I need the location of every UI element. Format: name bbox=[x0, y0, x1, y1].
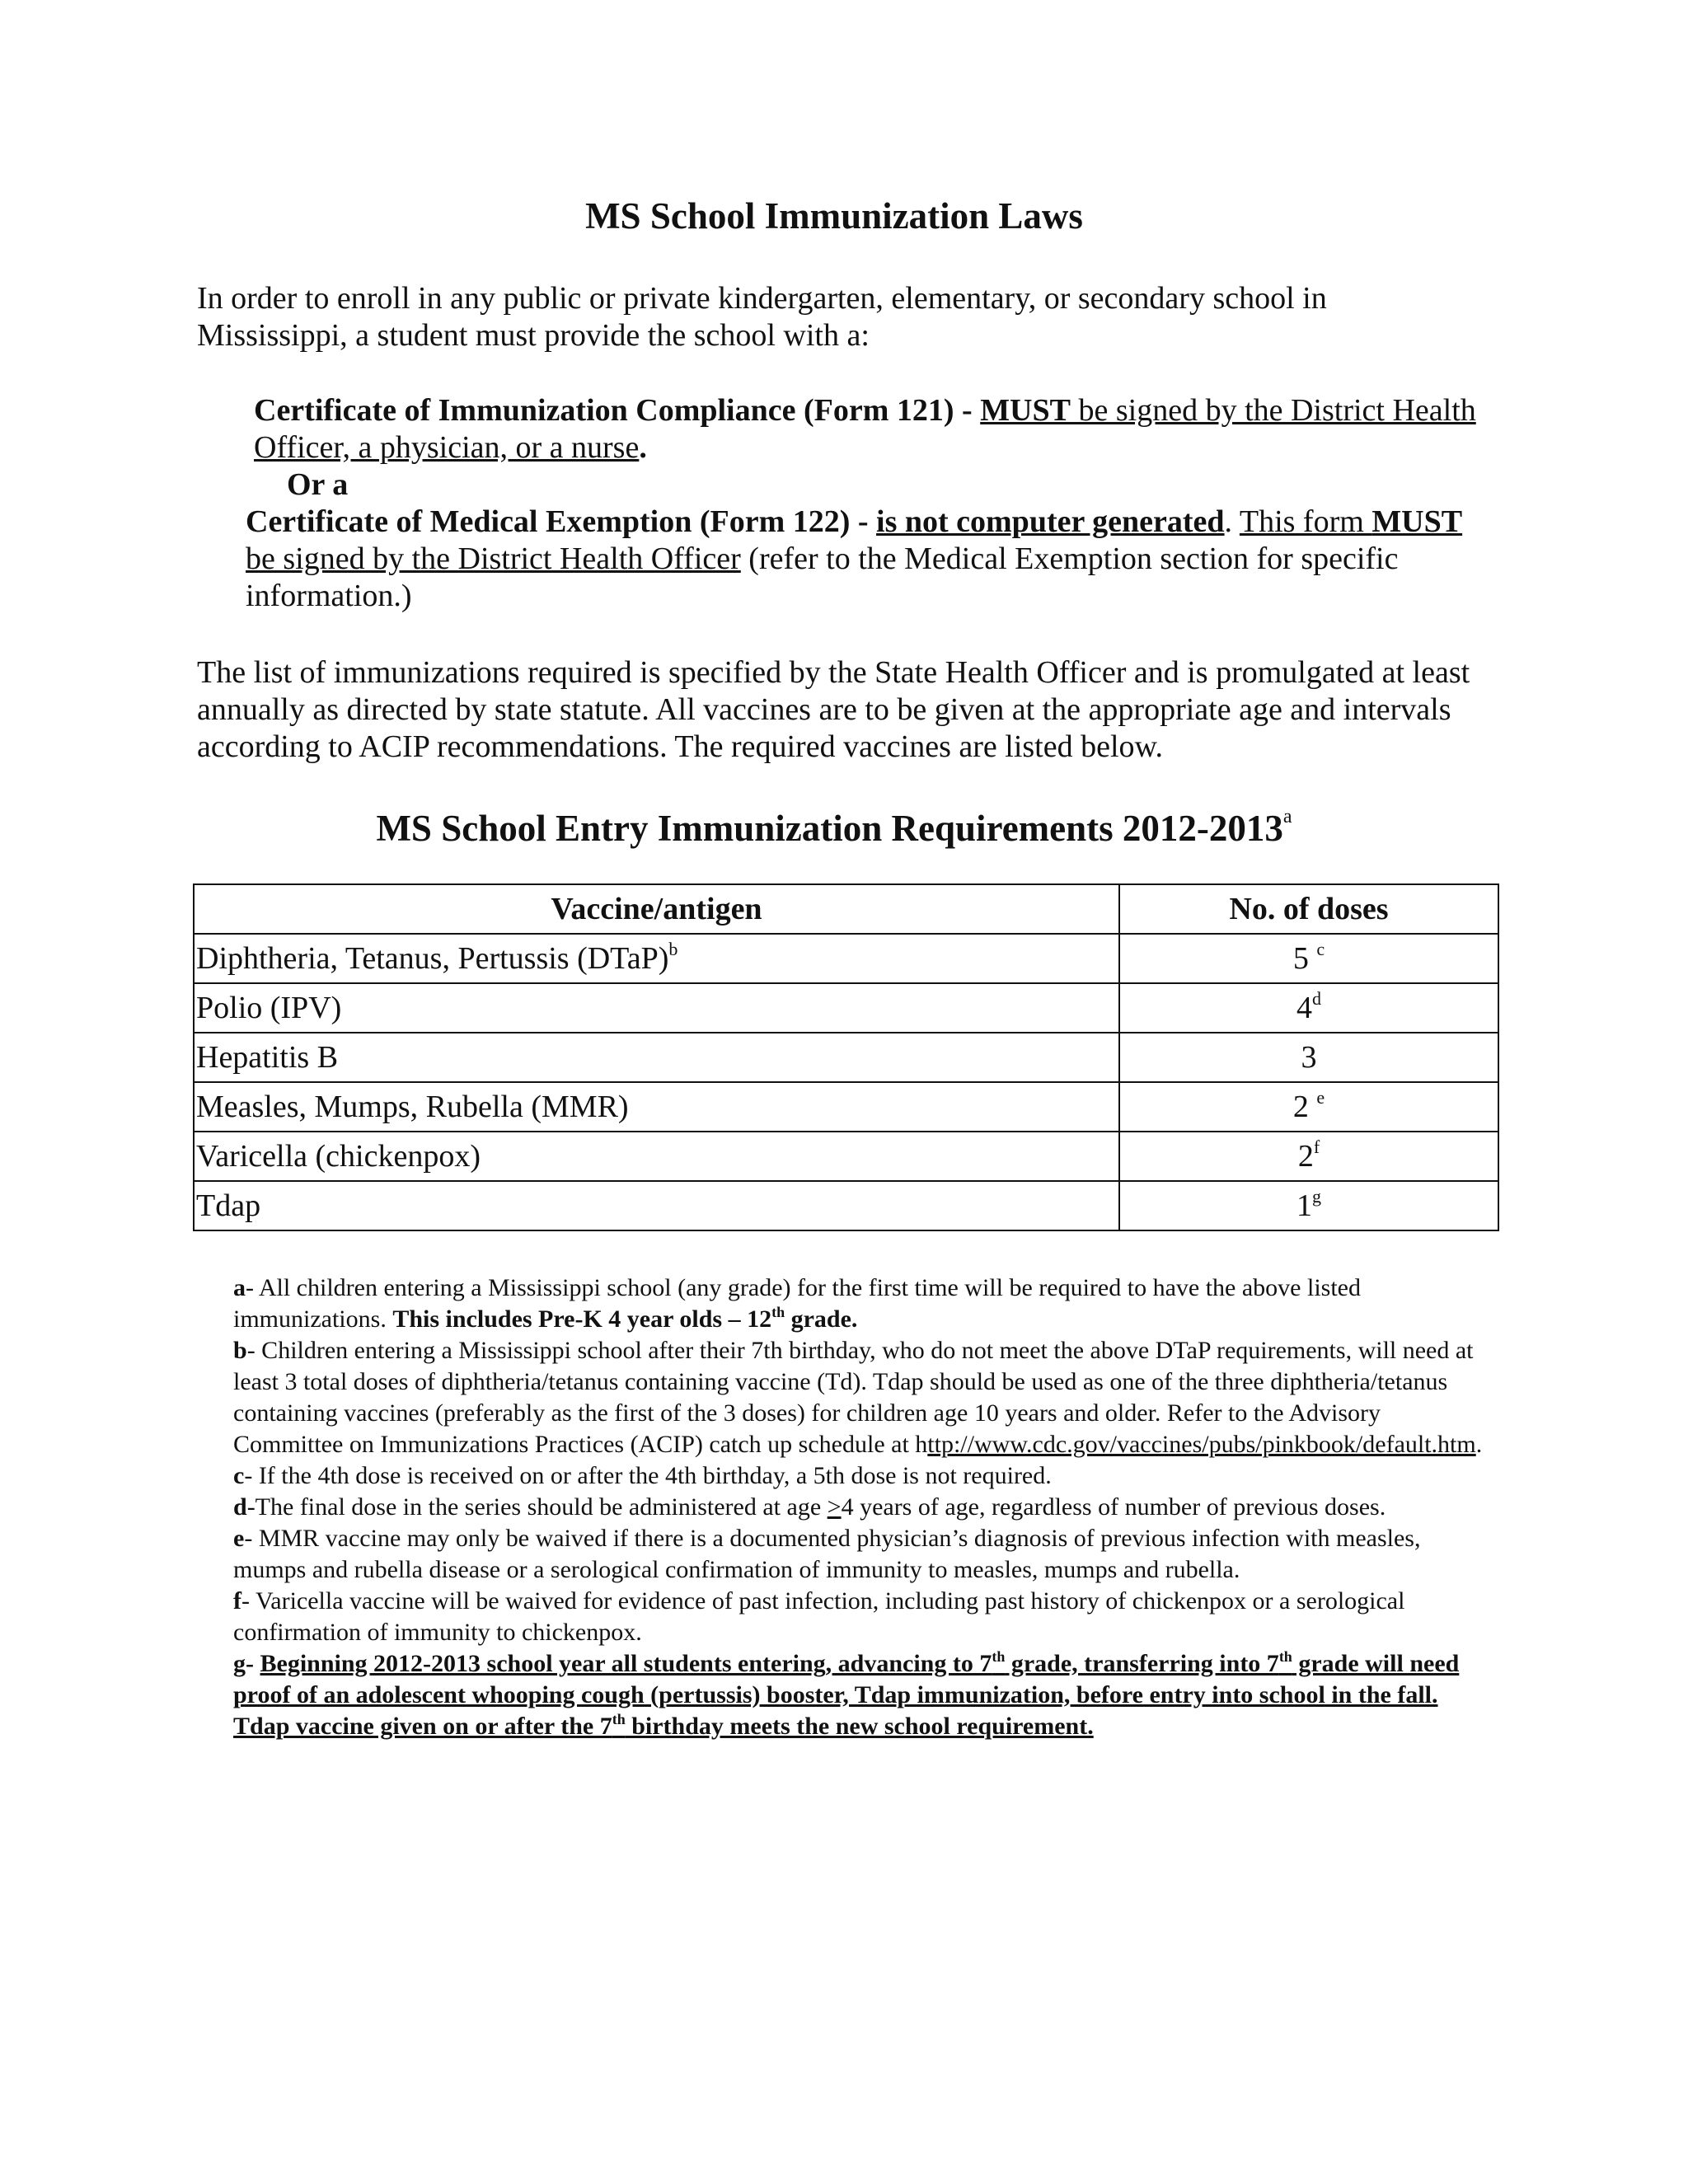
vaccine-cell bbox=[194, 1181, 1119, 1230]
footnote-key: d bbox=[233, 1493, 247, 1521]
vaccine-cell bbox=[194, 1033, 1119, 1082]
vaccine-name: Diphtheria, Tetanus, Pertussis (DTaP) bbox=[196, 941, 669, 976]
footnote-text: - MMR vaccine may only be waived if there is a documented physician’s diagnosis of previous infection with measles, mumps and rubella disease or a serological confirmation of immunity to measles, mumps and rubella. bbox=[233, 1525, 1421, 1583]
cert2-rest: (refer to the Medical Exemption section for specific information.) bbox=[246, 541, 1399, 613]
intro-paragraph: In order to enroll in any public or private kindergarten, elementary, or secondary school in Mississippi, a student must provide the school with a: bbox=[197, 281, 1327, 353]
doses-footnote: g bbox=[1312, 1186, 1321, 1207]
footnote-b bbox=[233, 1335, 1486, 1460]
footnote-text: - If the 4th dose is received on or after the 4th birthday, a 5th dose is not required. bbox=[244, 1462, 1052, 1489]
footnote-end: . bbox=[1475, 1431, 1483, 1458]
cert2-this-form: This form bbox=[1239, 504, 1372, 539]
cert2-name: Certificate of Medical Exemption (Form 122) - bbox=[246, 504, 877, 539]
table-title-sup: a bbox=[1282, 806, 1292, 827]
footnote-sup: th bbox=[1278, 1648, 1292, 1665]
page-title: MS School Immunization Laws bbox=[585, 195, 1083, 237]
footnote-text: - Children entering a Mississippi school after their 7th birthday, who do not meet the above DTaP requirements, will need at least 3 total doses of diphtheria/tetanus containing vaccine (Td). Tdap should be used as one of the three diphtheria/tetanus containing vaccines (preferably as the first of the 3 doses) for children age 10 years and older. Refer to the Advisory Committee on Immunizations Practices (ACIP) catch up schedule at h bbox=[233, 1337, 1474, 1458]
doses-cell bbox=[1119, 983, 1498, 1033]
doses-value: 3 bbox=[1301, 1040, 1317, 1075]
cert2-signed: be signed by the District Health Officer bbox=[246, 541, 741, 576]
doses-value: 5 bbox=[1292, 941, 1309, 976]
footnote-key: b bbox=[233, 1337, 247, 1364]
footnote-key: c bbox=[233, 1462, 245, 1489]
footnote-dash: - bbox=[246, 1650, 260, 1677]
doses-cell bbox=[1119, 1132, 1498, 1181]
table-row bbox=[194, 934, 1498, 983]
footnote-d bbox=[233, 1492, 1486, 1523]
vaccine-cell bbox=[194, 934, 1119, 983]
vaccine-name: Varicella (chickenpox) bbox=[196, 1139, 481, 1174]
doses-cell bbox=[1119, 1082, 1498, 1132]
doses-value: 2 bbox=[1292, 1090, 1309, 1124]
vaccine-cell bbox=[194, 1082, 1119, 1132]
table-row bbox=[194, 1132, 1498, 1181]
table-row bbox=[194, 1181, 1498, 1230]
doses-value: 2 bbox=[1297, 1139, 1314, 1174]
footnote-key: g bbox=[233, 1650, 246, 1677]
footnote-g-text-3: grade will need proof of an adolescent whooping cough (pertussis) booster, Tdap immunization, before entry into school in the fall. Tdap vaccine given on or after the 7 bbox=[233, 1650, 1460, 1740]
footnote-bold-end: grade. bbox=[785, 1305, 858, 1333]
cert1-must: MUST bbox=[980, 393, 1071, 428]
doses-footnote: c bbox=[1316, 939, 1325, 959]
footnote-g-text-1: Beginning 2012-2013 school year all students entering, advancing to 7 bbox=[260, 1650, 992, 1677]
footnote-bold-text: This includes Pre-K 4 year olds – 12 bbox=[392, 1305, 772, 1333]
cert2-not-generated: is not computer generated bbox=[876, 504, 1225, 539]
footnote-g-text-2: grade, transferring into 7 bbox=[1005, 1650, 1279, 1677]
col-doses-header: No. of doses bbox=[1119, 884, 1498, 934]
or-a-label: Or a bbox=[287, 467, 349, 502]
vaccine-name: Polio (IPV) bbox=[196, 991, 342, 1025]
footnote-sup: th bbox=[992, 1648, 1006, 1665]
doses-footnote: d bbox=[1312, 988, 1321, 1009]
doses-footnote: f bbox=[1313, 1137, 1320, 1157]
footnote-a bbox=[233, 1272, 1486, 1335]
footnote-key: e bbox=[233, 1525, 245, 1552]
cert1-signed: be signed by the District Health Officer, a physician, or a nurse bbox=[254, 393, 1476, 465]
cert2-sep: . bbox=[1224, 504, 1240, 539]
vaccine-name: Measles, Mumps, Rubella (MMR) bbox=[196, 1090, 629, 1124]
table-title-text: MS School Entry Immunization Requirements 2012-2013 bbox=[376, 808, 1283, 849]
cert2-must: MUST bbox=[1372, 504, 1463, 539]
table-row bbox=[194, 1033, 1498, 1082]
footnote-text: - All children entering a Mississippi school (any grade) for the first time will be required to have the above listed immunizations. bbox=[233, 1274, 1361, 1333]
table-row bbox=[194, 983, 1498, 1033]
vaccine-cell bbox=[194, 1132, 1119, 1181]
footnote-text: - Varicella vaccine will be waived for evidence of past infection, including past history of chickenpox or a serological confirmation of immunity to chickenpox. bbox=[233, 1587, 1405, 1646]
vaccine-name: Hepatitis B bbox=[196, 1040, 339, 1075]
footnote-f bbox=[233, 1586, 1486, 1648]
footnote-text: -The final dose in the series should be administered at age bbox=[246, 1493, 828, 1521]
footnote-key: a bbox=[233, 1274, 246, 1301]
certificate-compliance bbox=[254, 392, 1540, 466]
table-title bbox=[0, 806, 1668, 850]
greater-equal-symbol: > bbox=[827, 1493, 842, 1521]
footnote-g-text-4: birthday meets the new school requirement. bbox=[625, 1713, 1094, 1740]
doses-footnote: e bbox=[1316, 1087, 1325, 1108]
requirements-table bbox=[193, 883, 1499, 1231]
requirements-paragraph: The list of immunizations required is specified by the State Health Officer and is promulgated at least annually as directed by state statute. All vaccines are to be given at the appropriate age and intervals according to ACIP recommendations. The required vaccines are listed below. bbox=[197, 655, 1470, 764]
doses-cell bbox=[1119, 1181, 1498, 1230]
footnote-sup: th bbox=[771, 1304, 785, 1320]
cdc-pinkbook-link[interactable]: ttp://www.cdc.gov/vaccines/pubs/pinkbook/default.htm bbox=[927, 1431, 1476, 1458]
footnote-e bbox=[233, 1523, 1486, 1586]
col-vaccine-header: Vaccine/antigen bbox=[194, 884, 1119, 934]
cert1-period: . bbox=[639, 430, 647, 465]
footnote-text-cont: 4 years of age, regardless of number of previous doses. bbox=[841, 1493, 1386, 1521]
footnotes bbox=[233, 1272, 1486, 1742]
doses-cell bbox=[1119, 1033, 1498, 1082]
footnote-sup: th bbox=[612, 1711, 626, 1727]
footnote-key: f bbox=[233, 1587, 241, 1615]
doses-value: 1 bbox=[1296, 1188, 1312, 1223]
vaccine-cell bbox=[194, 983, 1119, 1033]
certificate-medical-exemption bbox=[246, 504, 1482, 615]
table-header-row bbox=[194, 884, 1498, 934]
table-row bbox=[194, 1082, 1498, 1132]
doses-value: 4 bbox=[1296, 991, 1312, 1025]
cert1-name: Certificate of Immunization Compliance (Form 121) - bbox=[254, 393, 981, 428]
vaccine-footnote: b bbox=[668, 939, 678, 959]
footnote-g bbox=[233, 1648, 1486, 1742]
doses-cell bbox=[1119, 934, 1498, 983]
footnote-c bbox=[233, 1460, 1486, 1492]
vaccine-name: Tdap bbox=[196, 1188, 261, 1223]
